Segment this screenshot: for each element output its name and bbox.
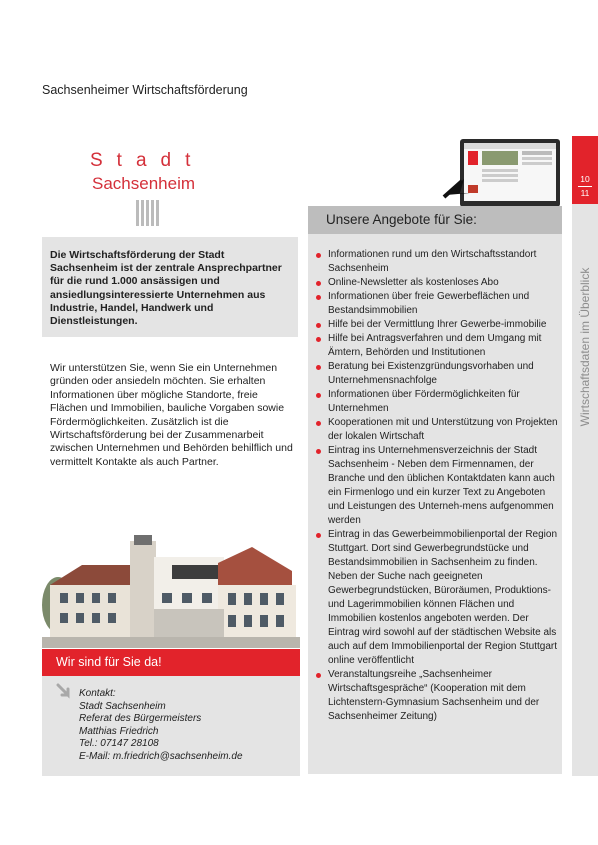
bullet-icon bbox=[316, 365, 321, 370]
list-item: Eintrag in das Gewerbeimmobilienportal der Region Stuttgart. Dort sind Gewerbegrundstücke und Bestandsimmobilien in Sachsenheim zu finden. Neben der Suche nach geeigneten Gewerbegrundstücken, Büroräumen, Produktions- und Lagerimmobilien können Flächen und Immobilien kostenlos angeboten werden. Der Eintrag wird sowohl auf der städtischen Website als auch auf dem Immobilienportal der Region Stuttgart online veröffentlicht bbox=[316, 528, 560, 668]
list-item: Kooperationen mit und Unterstützung von Projekten der lokalen Wirtschaft bbox=[316, 416, 560, 444]
offers-list bbox=[316, 248, 560, 724]
list-item: Informationen über freie Gewerbeflächen und Bestandsimmobilien bbox=[316, 290, 560, 318]
list-item: Informationen rund um den Wirtschaftsstandort Sachsenheim bbox=[316, 248, 560, 276]
section-label-text: Wirtschaftsdaten im Überblick bbox=[578, 267, 592, 427]
bullet-icon bbox=[316, 449, 321, 454]
intro-text: Die Wirtschaftsförderung der Stadt Sachsenheim ist der zentrale Ansprechpartner für die rund 1.000 ansässigen und ansiedlungsinteressierte Unternehmen aus Industrie, Handel, Handwerk und Dienstleistungen. bbox=[50, 249, 282, 328]
bullet-icon bbox=[316, 253, 321, 258]
contact-line: Matthias Friedrich bbox=[79, 725, 159, 737]
contact-line: Stadt Sachsenheim bbox=[79, 700, 166, 712]
body-text: Wir unterstützen Sie, wenn Sie ein Unternehmen gründen oder ansiedeln möchten. Sie erhalten Informationen über mögliche Standorte, freie Flächen und Immobilien, bauliche Vorgaben sowie Fördermöglichkeiten. Zusätzlich ist die Wirtschaftsförderung bei der Zusammenarbeit zwischen Unternehmen und Behörden behilflich und vermittelt Kontakte als auch Partner. bbox=[50, 362, 293, 468]
offers-title: Unsere Angebote für Sie: bbox=[326, 212, 477, 227]
city-logo bbox=[90, 150, 218, 230]
bullet-icon bbox=[316, 393, 321, 398]
list-item: Informationen über Fördermöglichkeiten für Unternehmen bbox=[316, 388, 560, 416]
bullet-icon bbox=[316, 295, 321, 300]
page-number-right: 11 bbox=[580, 188, 590, 198]
logo-line2: Sachsenheim bbox=[92, 174, 196, 193]
list-item: Online-Newsletter als kostenloses Abo bbox=[316, 276, 560, 290]
page-number-left: 10 bbox=[580, 174, 590, 184]
bullet-icon bbox=[316, 337, 321, 342]
contact-line: Kontakt: bbox=[79, 688, 116, 699]
contact-email: E-Mail: m.friedrich@sachsenheim.de bbox=[79, 750, 243, 762]
bullet-icon bbox=[316, 533, 321, 538]
logo-bars-icon bbox=[136, 200, 158, 226]
logo-line1: Stadt bbox=[90, 150, 205, 171]
contact-details bbox=[79, 688, 243, 763]
bullet-icon bbox=[316, 673, 321, 678]
list-item: Beratung bei Existenzgründungsvorhaben und Unternehmensnachfolge bbox=[316, 360, 560, 388]
bullet-icon bbox=[316, 281, 321, 286]
page-number-divider bbox=[578, 186, 592, 187]
contact-line: Referat des Bürgermeisters bbox=[79, 713, 202, 724]
section-label bbox=[563, 267, 598, 427]
contact-phone: Tel.: 07147 28108 bbox=[79, 738, 159, 749]
list-item: Hilfe bei der Vermittlung Ihrer Gewerbe-immobilie bbox=[316, 318, 560, 332]
list-item: Eintrag ins Unternehmensverzeichnis der Stadt Sachsenheim - Neben dem Firmennamen, der Branche und den üblichen Kontaktdaten kann auch ein Firmenlogo und ein kurzer Text zu Angeboten und Leistungen des Unterneh-mens aufgenommen werden bbox=[316, 444, 560, 528]
bullet-icon bbox=[316, 323, 321, 328]
arrow-icon bbox=[56, 683, 74, 701]
list-item: Hilfe bei Antragsverfahren und dem Umgang mit Ämtern, Behörden und Institutionen bbox=[316, 332, 560, 360]
list-item: Veranstaltungsreihe „Sachsenheimer Wirtschaftsgespräche“ (Kooperation mit dem Lichtenstern-Gymnasium Sachsenheim und der Sachsenheimer Zeitung) bbox=[316, 668, 560, 724]
page-title: Sachsenheimer Wirtschaftsförderung bbox=[42, 83, 248, 97]
bullet-icon bbox=[316, 421, 321, 426]
town-hall-photo bbox=[42, 535, 300, 648]
contact-banner-label: Wir sind für Sie da! bbox=[56, 655, 162, 669]
